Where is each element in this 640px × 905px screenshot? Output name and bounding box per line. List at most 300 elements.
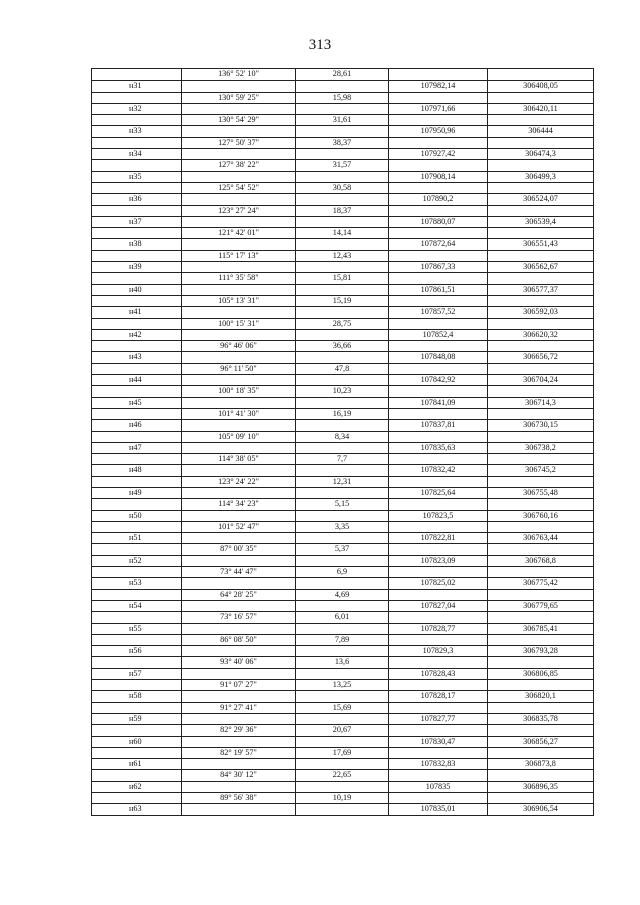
point-cell: н32 xyxy=(129,103,142,113)
y-coordinate-cell: 306577,37 xyxy=(487,285,593,295)
point-cell xyxy=(92,567,181,577)
x-coordinate-cell xyxy=(388,409,487,419)
length-cell: 38,37 xyxy=(295,138,388,148)
point-cell xyxy=(92,228,181,238)
angle-cell: 125° 54' 52" xyxy=(181,183,295,193)
length-cell: 47,8 xyxy=(295,364,388,374)
angle-cell: 127° 38' 22" xyxy=(181,160,295,170)
y-coordinate-cell: 306806,85 xyxy=(487,669,593,679)
y-coordinate-cell xyxy=(487,432,593,442)
x-coordinate-cell xyxy=(388,364,487,374)
x-coordinate-cell xyxy=(388,657,487,667)
length-cell xyxy=(295,578,388,588)
angle-cell: 127° 50' 37" xyxy=(181,138,295,148)
x-coordinate-cell: 107822,81 xyxy=(388,533,487,543)
x-coordinate-cell xyxy=(388,612,487,622)
x-coordinate-cell: 107852,4 xyxy=(388,330,487,340)
length-cell: 13,6 xyxy=(295,657,388,667)
x-coordinate-cell xyxy=(388,319,487,329)
point-cell xyxy=(92,183,181,193)
y-coordinate-cell: 306524,07 xyxy=(487,194,593,204)
point-cell: н62 xyxy=(129,781,142,791)
x-coordinate-cell xyxy=(388,115,487,125)
y-coordinate-cell xyxy=(487,499,593,509)
point-cell xyxy=(92,748,181,758)
point-cell: н50 xyxy=(129,510,142,520)
table-row xyxy=(92,747,593,758)
point-cell: н43 xyxy=(129,352,142,362)
point-cell: н58 xyxy=(129,691,142,701)
y-coordinate-cell: 306620,32 xyxy=(487,330,593,340)
point-cell xyxy=(92,477,181,487)
angle-cell xyxy=(181,285,295,295)
table-row xyxy=(92,736,593,747)
table-row xyxy=(92,92,593,103)
point-cell xyxy=(92,251,181,261)
length-cell: 22,65 xyxy=(295,770,388,780)
length-cell xyxy=(295,149,388,159)
point-cell xyxy=(92,680,181,690)
x-coordinate-cell: 107823,5 xyxy=(388,511,487,521)
x-coordinate-cell: 107861,51 xyxy=(388,285,487,295)
x-coordinate-cell xyxy=(388,296,487,306)
length-cell: 10,23 xyxy=(295,386,388,396)
angle-cell xyxy=(181,601,295,611)
point-cell: н45 xyxy=(129,397,142,407)
x-coordinate-cell: 107835,63 xyxy=(388,443,487,453)
y-coordinate-cell xyxy=(487,273,593,283)
x-coordinate-cell: 107827,04 xyxy=(388,601,487,611)
x-coordinate-cell xyxy=(388,138,487,148)
y-coordinate-cell xyxy=(487,341,593,351)
table-row xyxy=(92,690,593,701)
length-cell: 30,58 xyxy=(295,183,388,193)
x-coordinate-cell: 107857,52 xyxy=(388,307,487,317)
point-cell xyxy=(92,499,181,509)
table-row xyxy=(92,589,593,600)
x-coordinate-cell xyxy=(388,680,487,690)
point-cell: н40 xyxy=(129,284,142,294)
point-cell xyxy=(92,770,181,780)
y-coordinate-cell xyxy=(487,319,593,329)
table-row xyxy=(92,498,593,509)
y-coordinate-cell xyxy=(487,635,593,645)
x-coordinate-cell xyxy=(388,590,487,600)
table-row xyxy=(92,566,593,577)
x-coordinate-cell: 107823,09 xyxy=(388,556,487,566)
x-coordinate-cell: 107832,42 xyxy=(388,465,487,475)
angle-cell: 121° 42' 01" xyxy=(181,228,295,238)
length-cell: 14,14 xyxy=(295,228,388,238)
point-cell: н35 xyxy=(129,171,142,181)
point-cell xyxy=(92,138,181,148)
angle-cell xyxy=(181,533,295,543)
angle-cell xyxy=(181,126,295,136)
angle-cell xyxy=(181,149,295,159)
y-coordinate-cell: 306779,65 xyxy=(487,601,593,611)
table-row xyxy=(92,329,593,340)
point-cell xyxy=(92,657,181,667)
table-row xyxy=(92,543,593,554)
table-row xyxy=(92,318,593,329)
x-coordinate-cell: 107880,07 xyxy=(388,217,487,227)
length-cell: 7,7 xyxy=(295,454,388,464)
point-cell: н31 xyxy=(129,81,142,91)
angle-cell xyxy=(181,804,295,814)
table-row xyxy=(92,792,593,803)
x-coordinate-cell xyxy=(388,567,487,577)
table-row xyxy=(92,724,593,735)
length-cell: 12,43 xyxy=(295,251,388,261)
table-row xyxy=(92,634,593,645)
table-row xyxy=(92,340,593,351)
y-coordinate-cell xyxy=(487,725,593,735)
angle-cell: 100° 18' 35" xyxy=(181,386,295,396)
angle-cell xyxy=(181,488,295,498)
angle-cell xyxy=(181,239,295,249)
length-cell xyxy=(295,782,388,792)
table-row xyxy=(92,159,593,170)
angle-cell xyxy=(181,556,295,566)
point-cell: н59 xyxy=(129,713,142,723)
y-coordinate-cell xyxy=(487,477,593,487)
angle-cell xyxy=(181,81,295,91)
point-cell xyxy=(92,522,181,532)
length-cell: 7,89 xyxy=(295,635,388,645)
table-row xyxy=(92,668,593,679)
y-coordinate-cell xyxy=(487,409,593,419)
length-cell: 20,67 xyxy=(295,725,388,735)
length-cell xyxy=(295,601,388,611)
point-cell: н34 xyxy=(129,149,142,159)
x-coordinate-cell: 107841,09 xyxy=(388,398,487,408)
table-row xyxy=(92,611,593,622)
angle-cell: 84° 30' 12" xyxy=(181,770,295,780)
table-row xyxy=(92,385,593,396)
y-coordinate-cell xyxy=(487,386,593,396)
x-coordinate-cell: 107950,96 xyxy=(388,126,487,136)
angle-cell: 96° 46' 06" xyxy=(181,341,295,351)
point-cell: н37 xyxy=(129,216,142,226)
length-cell: 17,69 xyxy=(295,748,388,758)
length-cell xyxy=(295,420,388,430)
point-cell: н46 xyxy=(129,420,142,430)
y-coordinate-cell: 306714,3 xyxy=(487,398,593,408)
table-row xyxy=(92,69,593,80)
point-cell xyxy=(92,386,181,396)
table-row xyxy=(92,464,593,475)
length-cell xyxy=(295,104,388,114)
angle-cell xyxy=(181,782,295,792)
angle-cell xyxy=(181,691,295,701)
x-coordinate-cell xyxy=(388,635,487,645)
table-row xyxy=(92,284,593,295)
y-coordinate-cell: 306704,24 xyxy=(487,375,593,385)
x-coordinate-cell: 107908,14 xyxy=(388,172,487,182)
angle-cell: 96° 11' 50" xyxy=(181,364,295,374)
x-coordinate-cell xyxy=(388,454,487,464)
table-row xyxy=(92,306,593,317)
length-cell: 13,25 xyxy=(295,680,388,690)
table-row xyxy=(92,623,593,634)
x-coordinate-cell: 107837,81 xyxy=(388,420,487,430)
point-cell: н55 xyxy=(129,623,142,633)
table-row xyxy=(92,600,593,611)
x-coordinate-cell: 107835,01 xyxy=(388,804,487,814)
table-row xyxy=(92,295,593,306)
table-row xyxy=(92,227,593,238)
coordinates-table xyxy=(91,68,594,816)
length-cell xyxy=(295,624,388,634)
table-row xyxy=(92,702,593,713)
length-cell: 12,31 xyxy=(295,477,388,487)
length-cell xyxy=(295,804,388,814)
angle-cell: 93° 40' 06" xyxy=(181,657,295,667)
x-coordinate-cell: 107828,77 xyxy=(388,624,487,634)
x-coordinate-cell xyxy=(388,544,487,554)
table-row xyxy=(92,272,593,283)
table-row xyxy=(92,645,593,656)
length-cell xyxy=(295,172,388,182)
table-row xyxy=(92,758,593,769)
length-cell xyxy=(295,488,388,498)
angle-cell: 111° 35' 58" xyxy=(181,273,295,283)
point-cell xyxy=(92,725,181,735)
point-cell xyxy=(92,544,181,554)
y-coordinate-cell: 306738,2 xyxy=(487,443,593,453)
angle-cell: 101° 41' 30" xyxy=(181,409,295,419)
y-coordinate-cell xyxy=(487,567,593,577)
table-row xyxy=(92,363,593,374)
angle-cell xyxy=(181,172,295,182)
x-coordinate-cell: 107927,42 xyxy=(388,149,487,159)
y-coordinate-cell: 306856,27 xyxy=(487,737,593,747)
y-coordinate-cell xyxy=(487,680,593,690)
x-coordinate-cell: 107828,43 xyxy=(388,669,487,679)
length-cell xyxy=(295,465,388,475)
angle-cell: 89° 56' 38" xyxy=(181,793,295,803)
y-coordinate-cell xyxy=(487,748,593,758)
point-cell: н44 xyxy=(129,375,142,385)
y-coordinate-cell xyxy=(487,93,593,103)
angle-cell xyxy=(181,646,295,656)
x-coordinate-cell xyxy=(388,183,487,193)
table-row xyxy=(92,419,593,430)
x-coordinate-cell: 107835 xyxy=(388,782,487,792)
point-cell xyxy=(92,409,181,419)
y-coordinate-cell: 306592,03 xyxy=(487,307,593,317)
table-row xyxy=(92,148,593,159)
point-cell: н41 xyxy=(129,307,142,317)
point-cell xyxy=(92,206,181,216)
length-cell: 18,37 xyxy=(295,206,388,216)
x-coordinate-cell xyxy=(388,748,487,758)
x-coordinate-cell xyxy=(388,477,487,487)
table-row xyxy=(92,137,593,148)
y-coordinate-cell: 306873,8 xyxy=(487,759,593,769)
table-row xyxy=(92,521,593,532)
x-coordinate-cell: 107872,64 xyxy=(388,239,487,249)
table-row xyxy=(92,555,593,566)
length-cell: 15,69 xyxy=(295,703,388,713)
length-cell: 5,37 xyxy=(295,544,388,554)
table-row xyxy=(92,351,593,362)
y-coordinate-cell: 306760,16 xyxy=(487,511,593,521)
y-coordinate-cell xyxy=(487,544,593,554)
x-coordinate-cell: 107867,33 xyxy=(388,262,487,272)
angle-cell: 91° 27' 41" xyxy=(181,703,295,713)
y-coordinate-cell xyxy=(487,770,593,780)
angle-cell xyxy=(181,669,295,679)
x-coordinate-cell: 107890,2 xyxy=(388,194,487,204)
point-cell: н48 xyxy=(129,465,142,475)
x-coordinate-cell: 107971,66 xyxy=(388,104,487,114)
y-coordinate-cell: 306539,4 xyxy=(487,217,593,227)
x-coordinate-cell xyxy=(388,228,487,238)
point-cell: н52 xyxy=(129,555,142,565)
table-row xyxy=(92,577,593,588)
table-row xyxy=(92,656,593,667)
point-cell: н54 xyxy=(129,600,142,610)
angle-cell: 105° 13' 31" xyxy=(181,296,295,306)
length-cell xyxy=(295,669,388,679)
point-cell xyxy=(92,115,181,125)
angle-cell xyxy=(181,398,295,408)
x-coordinate-cell xyxy=(388,341,487,351)
x-coordinate-cell xyxy=(388,93,487,103)
angle-cell xyxy=(181,194,295,204)
point-cell xyxy=(92,635,181,645)
table-row xyxy=(92,713,593,724)
point-cell xyxy=(92,160,181,170)
length-cell xyxy=(295,398,388,408)
length-cell xyxy=(295,691,388,701)
angle-cell: 115° 17' 13" xyxy=(181,251,295,261)
y-coordinate-cell: 306730,15 xyxy=(487,420,593,430)
table-row xyxy=(92,193,593,204)
y-coordinate-cell xyxy=(487,657,593,667)
point-cell xyxy=(92,319,181,329)
table-row xyxy=(92,103,593,114)
point-cell xyxy=(92,612,181,622)
angle-cell: 82° 29' 36" xyxy=(181,725,295,735)
length-cell xyxy=(295,646,388,656)
y-coordinate-cell: 306906,54 xyxy=(487,804,593,814)
table-row xyxy=(92,431,593,442)
point-cell xyxy=(92,93,181,103)
y-coordinate-cell xyxy=(487,138,593,148)
table-row xyxy=(92,397,593,408)
point-cell xyxy=(92,296,181,306)
length-cell xyxy=(295,285,388,295)
y-coordinate-cell: 306896,35 xyxy=(487,782,593,792)
x-coordinate-cell xyxy=(388,386,487,396)
point-cell: н42 xyxy=(129,329,142,339)
point-cell xyxy=(92,364,181,374)
table-row xyxy=(92,532,593,543)
x-coordinate-cell xyxy=(388,251,487,261)
y-coordinate-cell xyxy=(487,364,593,374)
x-coordinate-cell xyxy=(388,432,487,442)
length-cell: 6,9 xyxy=(295,567,388,577)
table-row xyxy=(92,182,593,193)
length-cell: 28,61 xyxy=(295,69,388,80)
length-cell xyxy=(295,533,388,543)
angle-cell: 105° 09' 10" xyxy=(181,432,295,442)
y-coordinate-cell xyxy=(487,206,593,216)
point-cell: н33 xyxy=(129,126,142,136)
point-cell xyxy=(92,341,181,351)
x-coordinate-cell xyxy=(388,770,487,780)
table-row xyxy=(92,114,593,125)
y-coordinate-cell: 306785,41 xyxy=(487,624,593,634)
length-cell: 8,34 xyxy=(295,432,388,442)
table-row xyxy=(92,205,593,216)
table-row xyxy=(92,125,593,136)
angle-cell xyxy=(181,465,295,475)
table-row xyxy=(92,487,593,498)
point-cell: н47 xyxy=(129,442,142,452)
point-cell xyxy=(92,273,181,283)
angle-cell: 86° 08' 50" xyxy=(181,635,295,645)
angle-cell xyxy=(181,737,295,747)
length-cell xyxy=(295,126,388,136)
length-cell xyxy=(295,443,388,453)
y-coordinate-cell: 306444 xyxy=(487,126,593,136)
table-row xyxy=(92,679,593,690)
length-cell xyxy=(295,759,388,769)
point-cell xyxy=(92,69,181,80)
table-row xyxy=(92,250,593,261)
angle-cell: 64° 28' 25" xyxy=(181,590,295,600)
table-row xyxy=(92,238,593,249)
length-cell: 31,61 xyxy=(295,115,388,125)
y-coordinate-cell xyxy=(487,228,593,238)
y-coordinate-cell xyxy=(487,115,593,125)
y-coordinate-cell: 306768,8 xyxy=(487,556,593,566)
y-coordinate-cell xyxy=(487,160,593,170)
point-cell: н60 xyxy=(129,736,142,746)
point-cell: н36 xyxy=(129,194,142,204)
table-row xyxy=(92,80,593,91)
angle-cell: 100° 15' 31" xyxy=(181,319,295,329)
y-coordinate-cell: 306551,43 xyxy=(487,239,593,249)
y-coordinate-cell: 306499,3 xyxy=(487,172,593,182)
table-row xyxy=(92,216,593,227)
angle-cell xyxy=(181,511,295,521)
length-cell: 16,19 xyxy=(295,409,388,419)
length-cell xyxy=(295,194,388,204)
table-row xyxy=(92,374,593,385)
page-number: 313 xyxy=(308,37,332,53)
angle-cell xyxy=(181,624,295,634)
length-cell: 10,19 xyxy=(295,793,388,803)
angle-cell: 123° 24' 22" xyxy=(181,477,295,487)
x-coordinate-cell xyxy=(388,725,487,735)
angle-cell xyxy=(181,578,295,588)
angle-cell: 82° 19' 57" xyxy=(181,748,295,758)
angle-cell xyxy=(181,420,295,430)
table-row xyxy=(92,476,593,487)
length-cell xyxy=(295,330,388,340)
length-cell xyxy=(295,307,388,317)
length-cell xyxy=(295,352,388,362)
length-cell xyxy=(295,714,388,724)
point-cell: н49 xyxy=(129,487,142,497)
x-coordinate-cell xyxy=(388,703,487,713)
angle-cell: 130° 54' 29" xyxy=(181,115,295,125)
angle-cell xyxy=(181,104,295,114)
